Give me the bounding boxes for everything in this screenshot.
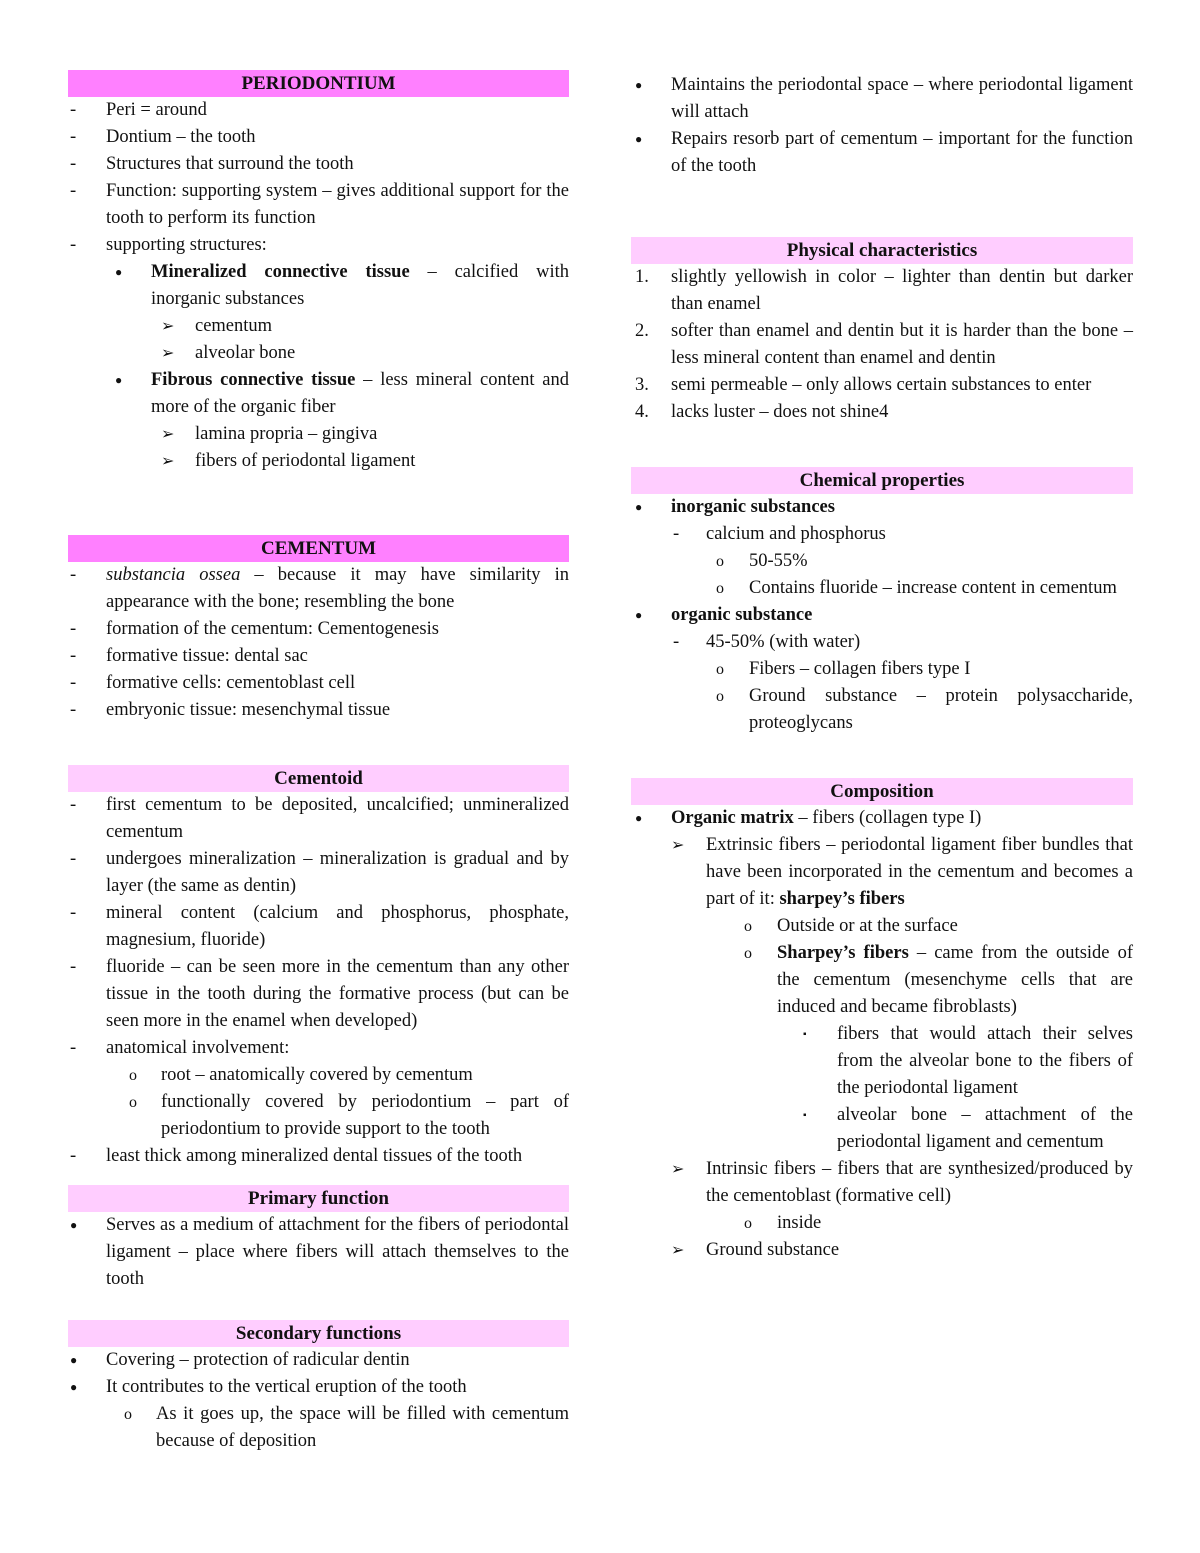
list-item: - 45-50% (with water) [673, 632, 861, 652]
list-item: - first cementum to be deposited, uncalcified; unmineralized cementum [70, 795, 569, 842]
list-item: ➢ Ground substance [671, 1240, 840, 1260]
list-item: - Peri = around [70, 100, 207, 120]
list-item: o Sharpey’s fibers – came from the outside of the cementum (mesenchyme cells that are induced and became fibroblasts) [744, 943, 1133, 1017]
list-item: ● organic substance [635, 605, 813, 625]
list-item: - least thick among mineralized dental tissues of the tooth [70, 1146, 523, 1166]
list-item: - embryonic tissue: mesenchymal tissue [70, 700, 391, 720]
heading-cementoid: Cementoid [68, 765, 569, 792]
list-item: 2. softer than enamel and dentin but it is harder than the bone – less mineral content than enamel and dentin [635, 321, 1133, 368]
list-item: ● Serves as a medium of attachment for the fibers of periodontal ligament – place where fibers will attach themselves to the tooth [70, 1215, 569, 1289]
list-item: - calcium and phosphorus [673, 524, 886, 544]
list-item: 1. slightly yellowish in color – lighter than dentin but darker than enamel [635, 267, 1133, 314]
list-item: o 50-55% [716, 551, 808, 571]
list-item: ▪ alveolar bone – attachment of the periodontal ligament and cementum [803, 1105, 1133, 1152]
list-item: 4. lacks luster – does not shine4 [635, 402, 889, 422]
list-item: - supporting structures: [70, 235, 267, 255]
right-column [631, 72, 1133, 1264]
list-item: o root – anatomically covered by cementum [129, 1065, 473, 1085]
list-item: ➢ alveolar bone [161, 343, 296, 363]
list-item: - formative tissue: dental sac [70, 646, 308, 666]
list-item: ➢ Extrinsic fibers – periodontal ligament fiber bundles that have been incorporated in the cementum and becomes a part of it: sharpey’s fibers [671, 835, 1133, 909]
list-item: ● Fibrous connective tissue – less mineral content and more of the organic fiber [115, 370, 569, 417]
list-item: o Contains fluoride – increase content in cementum [716, 578, 1117, 598]
list-item: - Structures that surround the tooth [70, 154, 354, 174]
list-item: ● Organic matrix – fibers (collagen type I) [635, 808, 982, 828]
list-item: o functionally covered by periodontium – part of periodontium to provide support to the tooth [129, 1092, 569, 1139]
heading-composition: Composition [631, 778, 1133, 805]
list-item: - Function: supporting system – gives additional support for the tooth to perform its function [70, 181, 569, 228]
list-item: ● Repairs resorb part of cementum – important for the function of the tooth [635, 129, 1133, 176]
list-item: - fluoride – can be seen more in the cementum than any other tissue in the tooth during the formative process (but can be seen more in the enamel when developed) [70, 957, 569, 1031]
heading-physical-characteristics: Physical characteristics [631, 237, 1133, 264]
list-item: ➢ fibers of periodontal ligament [161, 451, 416, 471]
list-item: o Ground substance – protein polysaccharide, proteoglycans [716, 686, 1133, 733]
list-item: ➢ cementum [161, 316, 273, 336]
list-item: - substancia ossea – because it may have similarity in appearance with the bone; resembling the bone [70, 565, 569, 612]
list-item: - Dontium – the tooth [70, 127, 256, 147]
left-column [68, 70, 569, 1455]
list-item: - anatomical involvement: [70, 1038, 290, 1058]
list-item: ➢ Intrinsic fibers – fibers that are synthesized/produced by the cementoblast (formative cell) [671, 1159, 1133, 1206]
list-item: - formation of the cementum: Cementogenesis [70, 619, 439, 639]
list-item: o As it goes up, the space will be filled with cementum because of deposition [124, 1404, 569, 1451]
list-item: o Outside or at the surface [744, 916, 958, 936]
list-item: o Fibers – collagen fibers type I [716, 659, 971, 679]
list-item: ● Mineralized connective tissue – calcified with inorganic substances [115, 262, 569, 309]
list-item: - mineral content (calcium and phosphorus, phosphate, magnesium, fluoride) [70, 903, 569, 950]
heading-secondary-functions: Secondary functions [68, 1320, 569, 1347]
list-item: ● Maintains the periodontal space – where periodontal ligament will attach [635, 75, 1133, 122]
heading-chemical-properties: Chemical properties [631, 467, 1133, 494]
list-item: ● inorganic substances [635, 497, 835, 517]
heading-periodontium: PERIODONTIUM [68, 70, 569, 97]
heading-primary-function: Primary function [68, 1185, 569, 1212]
list-item: 3. semi permeable – only allows certain substances to enter [635, 375, 1092, 395]
heading-cementum: CEMENTUM [68, 535, 569, 562]
list-item: ▪ fibers that would attach their selves from the alveolar bone to the fibers of the periodontal ligament [803, 1024, 1133, 1098]
list-item: - undergoes mineralization – mineralization is gradual and by layer (the same as dentin) [70, 849, 569, 896]
list-item: ● Covering – protection of radicular dentin [70, 1350, 410, 1370]
list-item: - formative cells: cementoblast cell [70, 673, 356, 693]
list-item: ➢ lamina propria – gingiva [161, 424, 378, 444]
list-item: o inside [744, 1213, 822, 1233]
list-item: ● It contributes to the vertical eruption of the tooth [70, 1377, 467, 1397]
